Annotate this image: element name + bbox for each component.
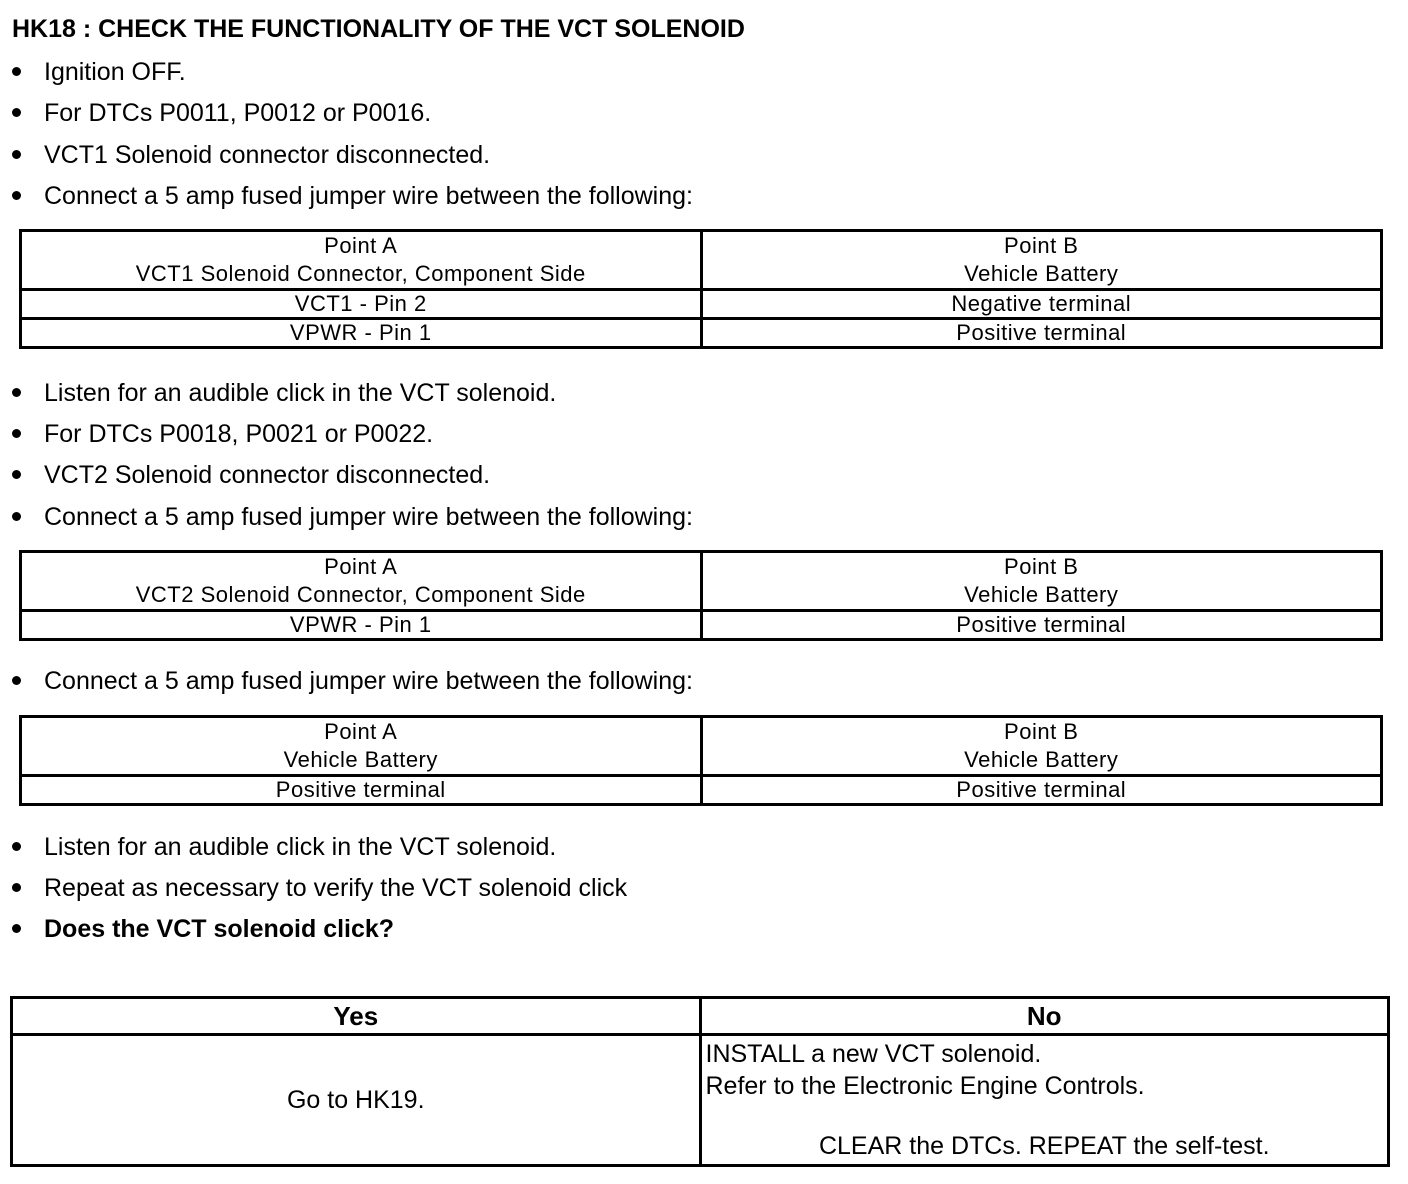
- point-a-header: Point A VCT1 Solenoid Connector, Component Side: [21, 231, 702, 290]
- list-item: Listen for an audible click in the VCT solenoid.: [12, 827, 556, 867]
- point-a-cell: Positive terminal: [21, 776, 702, 805]
- yes-header: Yes: [12, 998, 701, 1035]
- list-item: Connect a 5 amp fused jumper wire between the following:: [12, 661, 693, 701]
- list-item: Repeat as necessary to verify the VCT solenoid click: [12, 868, 627, 908]
- list-item: Connect a 5 amp fused jumper wire between the following:: [12, 497, 693, 537]
- point-b-cell: Negative terminal: [701, 290, 1382, 319]
- jumper-table-vct2: [19, 550, 1383, 641]
- list-item: VCT2 Solenoid connector disconnected.: [12, 455, 490, 495]
- bullet-icon: [12, 512, 21, 521]
- list-item: For DTCs P0018, P0021 or P0022.: [12, 414, 433, 454]
- bullet-icon: [12, 108, 21, 117]
- point-b-header: Point B Vehicle Battery: [701, 231, 1382, 290]
- bullet-icon: [12, 676, 21, 685]
- bullet-icon: [12, 388, 21, 397]
- decision-table: [10, 996, 1390, 1167]
- bullet-icon: [12, 150, 21, 159]
- list-item: VCT1 Solenoid connector disconnected.: [12, 135, 490, 175]
- jumper-table-battery: [19, 715, 1383, 806]
- no-action-line: INSTALL a new VCT solenoid.: [705, 1040, 1042, 1068]
- no-action-line: Refer to the Electronic Engine Controls.: [705, 1072, 1145, 1100]
- jumper-table-vct1: [19, 229, 1383, 349]
- table-row: [21, 319, 1382, 348]
- point-a-cell: VCT1 - Pin 2: [21, 290, 702, 319]
- bullet-icon: [12, 191, 21, 200]
- table-row: [21, 290, 1382, 319]
- bullet-icon: [12, 842, 21, 851]
- list-item: Ignition OFF.: [12, 52, 186, 92]
- yes-action: Go to HK19.: [12, 1035, 701, 1166]
- table-row: [21, 611, 1382, 640]
- bullet-icon: [12, 883, 21, 892]
- point-a-header: Point A Vehicle Battery: [21, 717, 702, 776]
- point-b-header: Point B Vehicle Battery: [701, 552, 1382, 611]
- point-b-header: Point B Vehicle Battery: [701, 717, 1382, 776]
- point-a-cell: VPWR - Pin 1: [21, 611, 702, 640]
- list-item: For DTCs P0011, P0012 or P0016.: [12, 93, 431, 133]
- bullet-icon: [12, 924, 21, 933]
- bullet-icon: [12, 470, 21, 479]
- list-item: Listen for an audible click in the VCT solenoid.: [12, 373, 556, 413]
- point-a-header: Point A VCT2 Solenoid Connector, Component Side: [21, 552, 702, 611]
- point-b-cell: Positive terminal: [701, 319, 1382, 348]
- point-b-cell: Positive terminal: [701, 776, 1382, 805]
- no-action: [700, 1035, 1389, 1166]
- page-title: HK18 : CHECK THE FUNCTIONALITY OF THE VCT SOLENOID: [12, 15, 745, 43]
- question-item: Does the VCT solenoid click?: [12, 909, 394, 949]
- no-action-line: CLEAR the DTCs. REPEAT the self-test.: [818, 1132, 1270, 1160]
- list-item: Connect a 5 amp fused jumper wire between the following:: [12, 176, 693, 216]
- point-a-cell: VPWR - Pin 1: [21, 319, 702, 348]
- table-row: [21, 776, 1382, 805]
- point-b-cell: Positive terminal: [701, 611, 1382, 640]
- bullet-icon: [12, 67, 21, 76]
- bullet-icon: [12, 429, 21, 438]
- no-header: No: [700, 998, 1389, 1035]
